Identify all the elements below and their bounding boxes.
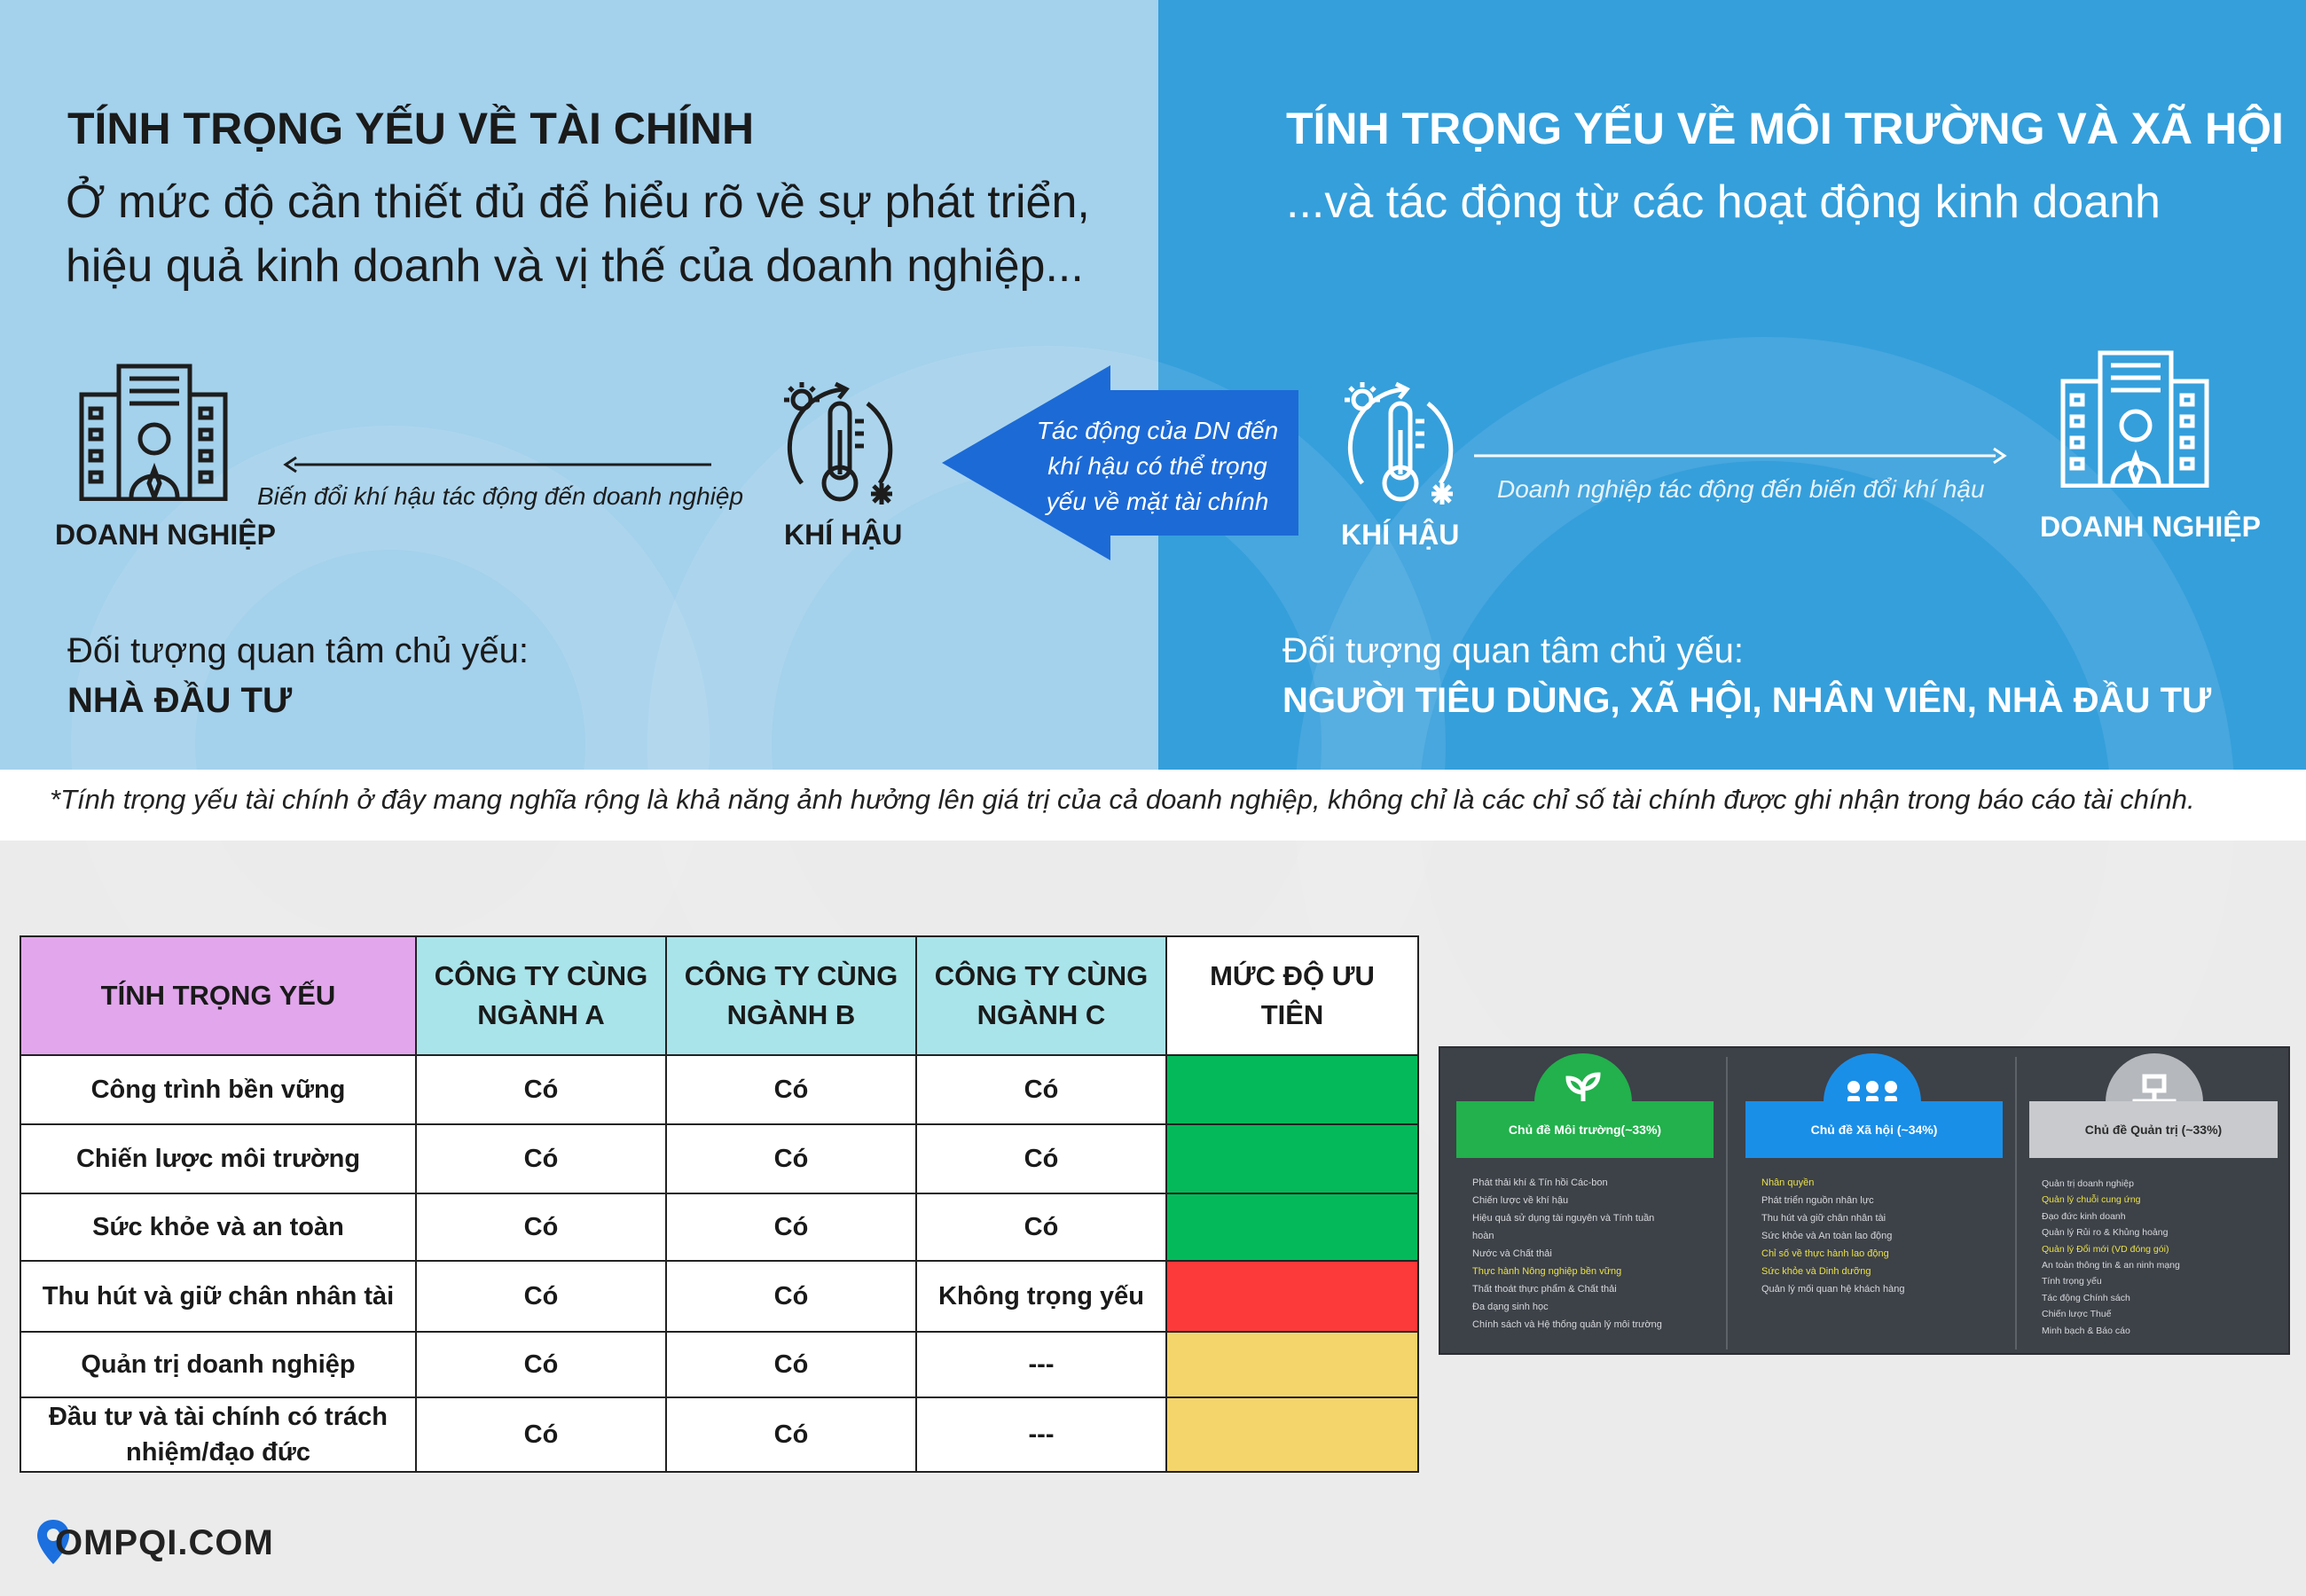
- office-building-icon: [78, 359, 229, 501]
- list-item: Minh bạch & Báo cáo: [2042, 1325, 2130, 1336]
- cell-company-c: Có: [916, 1193, 1166, 1261]
- arrow-climate-to-business: [282, 454, 713, 475]
- priority-cell-green: [1166, 1055, 1418, 1124]
- list-item: Thực hành Nông nghiệp bền vững: [1472, 1266, 1622, 1277]
- header-company-b-line-1: CÔNG TY CÙNG: [684, 960, 898, 991]
- cell-company-a: Có: [416, 1261, 666, 1332]
- list-item: Chính sách và Hệ thống quản lý môi trường: [1472, 1319, 1662, 1330]
- row-label: Chiến lược môi trường: [20, 1124, 416, 1193]
- list-item: Sức khỏe và An toàn lao động: [1761, 1231, 1893, 1241]
- header-priority: MỨC ĐỘ ƯU TIÊN: [1166, 936, 1418, 1055]
- priority-cell-red: [1166, 1261, 1418, 1332]
- center-arrow-text: [1031, 413, 1284, 520]
- cell-company-b: Có: [666, 1124, 916, 1193]
- list-item: Phát thải khí & Tín hồi Các-bon: [1472, 1177, 1608, 1188]
- social-topic-column: [1730, 1048, 2013, 1353]
- table-row: [20, 1124, 1418, 1193]
- list-item: Phát triển nguồn nhân lực: [1761, 1195, 1874, 1206]
- list-item: Quản lý Rủi ro & Khủng hoảng: [2042, 1227, 2169, 1239]
- audience-value-right: NGƯỜI TIÊU DÙNG, XÃ HỘI, NHÂN VIÊN, NHÀ ĐẦU TƯ: [1282, 681, 2212, 720]
- brand-name[interactable]: OMPQI.COM: [55, 1523, 274, 1562]
- financial-subtitle-1: Ở mức độ cần thiết đủ để hiểu rõ về sự phát triển,: [66, 176, 1090, 228]
- cell-company-c: ---: [916, 1397, 1166, 1472]
- list-item: Đa dạng sinh học: [1472, 1302, 1549, 1312]
- cell-company-a: Có: [416, 1124, 666, 1193]
- header-company-a: [416, 936, 666, 1055]
- env-topic-column: [1440, 1048, 1724, 1353]
- list-item: Chiến lược Thuế: [2042, 1309, 2112, 1320]
- row-label-line-1: Đầu tư và tài chính có trách: [49, 1403, 388, 1431]
- list-item: Thu hút và giữ chân nhân tài: [1761, 1213, 1886, 1224]
- header-materiality: TÍNH TRỌNG YẾU: [20, 936, 416, 1055]
- list-item: Chỉ số về thực hành lao động: [1761, 1248, 1889, 1259]
- priority-cell-green: [1166, 1124, 1418, 1193]
- financial-title: TÍNH TRỌNG YẾU VỀ TÀI CHÍNH: [67, 104, 755, 153]
- list-item: Thất thoát thực phẩm & Chất thải: [1472, 1284, 1617, 1295]
- cell-company-a: Có: [416, 1332, 666, 1397]
- footnote-text: *Tính trọng yếu tài chính ở đây mang nghĩa rộng là khả năng ảnh hưởng lên giá trị của cả doanh nghiệp, không chỉ là các chỉ số tài chính được ghi nhận trong báo cáo tài chính.: [50, 784, 2195, 815]
- business-label-left: DOANH NGHIỆP: [55, 519, 276, 551]
- env-topic-title: Chủ đề Môi trường(~33%): [1456, 1101, 1714, 1158]
- cell-company-b: Có: [666, 1261, 916, 1332]
- cell-company-b: Có: [666, 1332, 916, 1397]
- cell-company-a: Có: [416, 1055, 666, 1124]
- env-topic-list: [1472, 1174, 1703, 1334]
- list-item: Đạo đức kinh doanh: [2042, 1210, 2126, 1222]
- list-item: Quản lý Đổi mới (VD đóng gói): [2042, 1243, 2169, 1255]
- table-row: [20, 1055, 1418, 1124]
- gov-topic-column: [2019, 1048, 2290, 1353]
- row-label: [20, 1397, 416, 1472]
- list-item: Hiệu quả sử dụng tài nguyên và Tính tuần: [1472, 1213, 1655, 1224]
- table-row: [20, 1397, 1418, 1472]
- list-item: Nhân quyền: [1761, 1177, 1815, 1188]
- header-company-b: [666, 936, 916, 1055]
- audience-label-left: Đối tượng quan tâm chủ yếu:: [67, 631, 529, 670]
- thermometer-climate-icon: [1329, 377, 1471, 514]
- table-row: [20, 1193, 1418, 1261]
- business-impact-caption: Doanh nghiệp tác động đến biến đổi khí hậu: [1497, 475, 1985, 503]
- esg-subtitle: ...và tác động từ các hoạt động kinh doanh: [1286, 176, 2161, 228]
- column-divider: [2015, 1057, 2017, 1350]
- cell-company-c: ---: [916, 1332, 1166, 1397]
- arrow-business-to-climate: [1472, 445, 2008, 466]
- list-item: Tính trọng yếu: [2042, 1276, 2102, 1287]
- list-item: Nước và Chất thải: [1472, 1248, 1552, 1259]
- row-label: Công trình bền vững: [20, 1055, 416, 1124]
- business-label-right: DOANH NGHIỆP: [2040, 511, 2261, 543]
- table-header-row: [20, 936, 1418, 1055]
- cell-company-b: Có: [666, 1193, 916, 1261]
- list-item: Sức khỏe và Dinh dưỡng: [1761, 1266, 1871, 1277]
- list-item: Tác động Chính sách: [2042, 1292, 2130, 1303]
- row-label: Quản trị doanh nghiệp: [20, 1332, 416, 1397]
- audience-value-left: NHÀ ĐẦU TƯ: [67, 681, 293, 720]
- climate-label-left: KHÍ HẬU: [784, 519, 903, 551]
- row-label-line-2: nhiệm/đạo đức: [126, 1438, 310, 1467]
- esg-topics-image: [1439, 1046, 2290, 1355]
- cell-company-a: Có: [416, 1397, 666, 1472]
- center-arrow-line-1: Tác động của DN đến: [1036, 417, 1279, 444]
- list-item: An toàn thông tin & an ninh mạng: [2042, 1260, 2180, 1271]
- cell-company-c: Có: [916, 1124, 1166, 1193]
- list-item: hoàn: [1472, 1231, 1494, 1241]
- cell-company-b: Có: [666, 1055, 916, 1124]
- header-company-a-line-1: CÔNG TY CÙNG: [434, 960, 648, 991]
- climate-impact-caption: Biến đổi khí hậu tác động đến doanh nghiệp: [257, 482, 744, 510]
- header-company-b-line-2: NGÀNH B: [726, 999, 856, 1030]
- priority-cell-yellow: [1166, 1397, 1418, 1472]
- cell-company-c: Có: [916, 1055, 1166, 1124]
- header-company-a-line-2: NGÀNH A: [477, 999, 605, 1030]
- column-divider: [1726, 1057, 1728, 1350]
- cell-company-b: Có: [666, 1397, 916, 1472]
- table-row: [20, 1332, 1418, 1397]
- audience-label-right: Đối tượng quan tâm chủ yếu:: [1282, 631, 1744, 670]
- cell-company-a: Có: [416, 1193, 666, 1261]
- esg-title: TÍNH TRỌNG YẾU VỀ MÔI TRƯỜNG VÀ XÃ HỘI: [1286, 104, 2284, 153]
- cell-company-c: Không trọng yếu: [916, 1261, 1166, 1332]
- climate-label-right: KHÍ HẬU: [1341, 519, 1460, 551]
- header-company-c-line-1: CÔNG TY CÙNG: [934, 960, 1149, 991]
- list-item: Quản trị doanh nghiệp: [2042, 1178, 2134, 1189]
- priority-cell-green: [1166, 1193, 1418, 1261]
- center-arrow-line-2: khí hậu có thể trọng: [1047, 452, 1267, 480]
- list-item: Chiến lược về khí hậu: [1472, 1195, 1569, 1206]
- list-item: Quản lý mối quan hệ khách hàng: [1761, 1284, 1905, 1295]
- row-label: Thu hút và giữ chân nhân tài: [20, 1261, 416, 1332]
- office-building-icon: [2059, 346, 2210, 488]
- table-row: [20, 1261, 1418, 1332]
- center-arrow-line-3: yếu về mặt tài chính: [1046, 488, 1269, 515]
- social-topic-list: [1761, 1174, 1992, 1298]
- financial-subtitle-2: hiệu quả kinh doanh và vị thế của doanh nghiệp...: [66, 240, 1084, 292]
- gov-topic-list: [2042, 1176, 2272, 1339]
- row-label: Sức khỏe và an toàn: [20, 1193, 416, 1261]
- priority-cell-yellow: [1166, 1332, 1418, 1397]
- list-item: Quản lý chuỗi cung ứng: [2042, 1194, 2141, 1206]
- thermometer-climate-icon: [768, 377, 910, 514]
- social-topic-title: Chủ đề Xã hội (~34%): [1745, 1101, 2003, 1158]
- header-company-c-line-2: NGÀNH C: [977, 999, 1106, 1030]
- header-company-c: [916, 936, 1166, 1055]
- materiality-table: [20, 935, 1419, 1473]
- gov-topic-title: Chủ đề Quản trị (~33%): [2029, 1101, 2278, 1158]
